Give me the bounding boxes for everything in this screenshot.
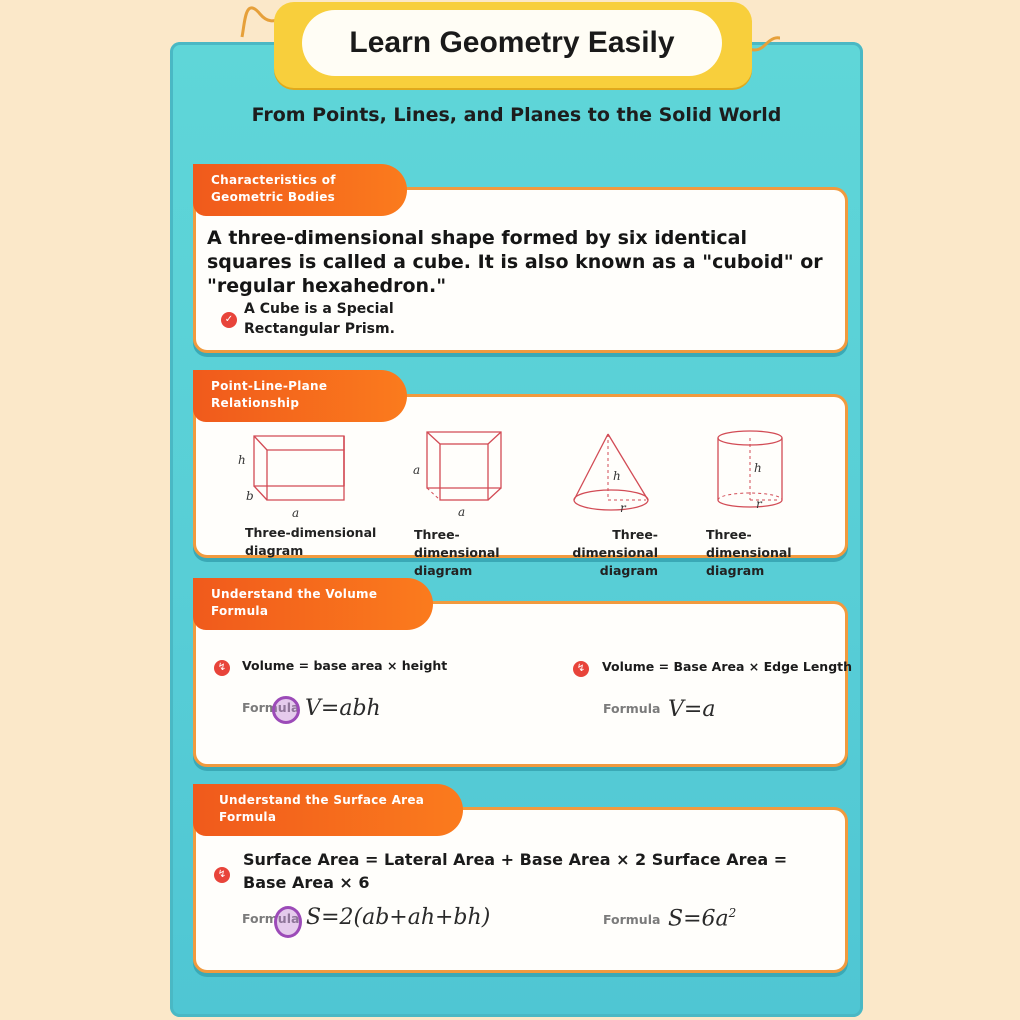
relationship-tag xyxy=(193,370,407,422)
bullet-icon: ↯ xyxy=(214,660,230,676)
caption-line: diagram xyxy=(414,563,473,578)
surface-area-rule xyxy=(243,848,823,894)
formula-label: Formula xyxy=(603,701,661,716)
tag-line: Geometric Bodies xyxy=(211,190,336,204)
caption-line: Three- xyxy=(414,527,460,542)
cylinder-r-label: r xyxy=(756,497,762,511)
stamp-mark xyxy=(272,696,300,724)
tag-line: Understand the Surface Area xyxy=(219,793,425,807)
characteristics-tag xyxy=(193,164,407,216)
caption-line: dimensional xyxy=(572,545,658,560)
rectangular-prism-diagram xyxy=(232,428,362,520)
tag-line: Point-Line-Plane xyxy=(211,379,328,393)
caption-line: diagram xyxy=(245,543,304,558)
formula-base: S=6a xyxy=(668,906,729,932)
bullet-icon: ↯ xyxy=(573,661,589,677)
tag-line: Characteristics of xyxy=(211,173,336,187)
bullet-icon: ↯ xyxy=(214,867,230,883)
cylinder-diagram xyxy=(712,428,792,516)
caption-line: dimensional xyxy=(706,545,792,560)
note-line: A Cube is a Special xyxy=(244,301,394,317)
paragraph-line: A three-dimensional shape formed by six identical xyxy=(207,227,747,249)
stamp-mark xyxy=(274,906,302,938)
volume-rule-right: Volume = Base Area × Edge Length xyxy=(602,659,853,674)
note-line: Rectangular Prism. xyxy=(244,321,395,337)
volume-rule-left: Volume = base area × height xyxy=(242,658,448,673)
tag-line: Relationship xyxy=(211,396,300,410)
prism-b-label: b xyxy=(246,489,254,503)
paragraph-line: "regular hexahedron." xyxy=(207,275,447,297)
cylinder-h-label: h xyxy=(754,461,762,475)
cone-diagram xyxy=(568,430,658,516)
caption-line: Three- xyxy=(612,527,658,542)
caption-line: diagram xyxy=(706,563,765,578)
surface-formula-left: S=2(ab+ah+bh) xyxy=(306,905,491,930)
cube-diagram xyxy=(405,426,510,522)
cube-definition-paragraph xyxy=(207,226,827,298)
rule-line: Base Area × 6 xyxy=(243,873,370,892)
page-title: Learn Geometry Easily xyxy=(302,10,722,76)
cone-h-label: h xyxy=(613,469,621,483)
cube-side-label: a xyxy=(413,463,421,477)
caption-line: diagram xyxy=(599,563,658,578)
caption-line: Three- xyxy=(706,527,752,542)
caption-line: dimensional xyxy=(414,545,500,560)
formula-exponent: 2 xyxy=(728,906,737,920)
prism-h-label: h xyxy=(238,453,246,467)
volume-formula-right: V=a xyxy=(668,697,716,722)
cone-r-label: r xyxy=(620,501,626,515)
cube-special-note xyxy=(244,299,395,339)
volume-formula-left: V=abh xyxy=(305,696,381,721)
prism-caption xyxy=(245,524,376,560)
surface-tag xyxy=(193,784,463,836)
cone-caption xyxy=(570,526,658,580)
paragraph-line: squares is called a cube. It is also known as a "cuboid" or xyxy=(207,251,823,273)
volume-tag xyxy=(193,578,433,630)
cube-caption xyxy=(414,526,500,580)
formula-label: Formula xyxy=(603,912,661,927)
surface-formula-right xyxy=(668,906,736,931)
rule-line: Surface Area = Lateral Area + Base Area × 2 Surface Area = xyxy=(243,850,788,869)
tag-line: Understand the Volume xyxy=(211,587,378,601)
tag-line: Formula xyxy=(211,604,269,618)
cylinder-caption xyxy=(706,526,792,580)
caption-line: Three-dimensional xyxy=(245,525,377,540)
tag-line: Formula xyxy=(219,810,277,824)
bullet-icon: ✓ xyxy=(221,312,237,328)
page-subtitle: From Points, Lines, and Planes to the Solid World xyxy=(251,104,782,126)
formula-label: Formula xyxy=(242,700,300,715)
formula-label: Formula xyxy=(242,911,300,926)
prism-a-label: a xyxy=(292,506,300,520)
cube-bottom-label: a xyxy=(458,505,466,519)
